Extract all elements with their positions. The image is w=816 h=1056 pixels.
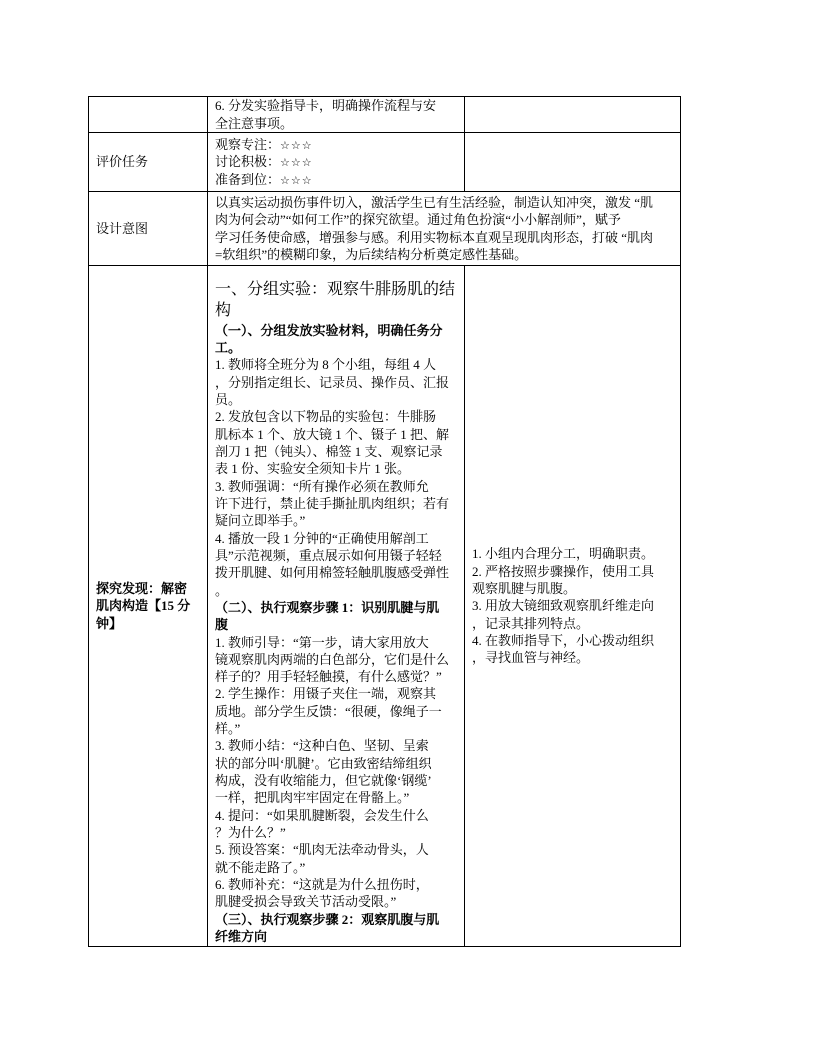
- evaluation-label: 评价任务: [96, 154, 149, 170]
- text-line: 学习任务使命感，增强参与感。利用实物标本直观呈现肌肉形态，打破 “肌肉: [215, 229, 654, 245]
- step-line: 肌标本 1 个、放大镜 1 个、镊子 1 把、解: [215, 426, 450, 442]
- procedure-step: [215, 356, 460, 408]
- step-line: 4. 播放一段 1 分钟的“正确使用解剖工: [215, 530, 429, 546]
- text-line: 以真实运动损伤事件切入，激活学生已有生活经验，制造认知冲突，激发 “肌: [215, 194, 654, 210]
- procedure-step: [215, 408, 460, 477]
- text-line: 全注意事项。: [215, 115, 294, 131]
- subheading-line: （一）、分组发放实验材料，明确任务分: [215, 322, 443, 338]
- design-intent-text: [215, 194, 676, 263]
- step-line: 拨开肌腱、如何用棉签轻触肌腹感受弹性: [215, 565, 450, 581]
- evaluation-label-cell: [89, 133, 208, 192]
- step-line: 状的部分叫‘肌腱’。它由致密结缔组织: [215, 755, 432, 771]
- evaluation-criteria: [215, 136, 460, 188]
- procedure-step: [215, 478, 460, 530]
- step-line: 表 1 份、实验安全须知卡片 1 张。: [215, 461, 411, 477]
- step-line: 3. 教师小结：“这种白色、坚韧、呈索: [215, 738, 429, 754]
- activity-line: ，记录其排列特点。: [472, 615, 590, 631]
- step-line: 一样，把肌肉牢牢固定在骨骼上。”: [215, 790, 410, 806]
- label-line: 探究发现：解密: [96, 581, 188, 596]
- procedure-step: [215, 634, 460, 686]
- student-activity-item: [472, 545, 676, 562]
- label-line: 肌肉构造【15 分: [96, 598, 191, 614]
- evaluation-content-cell: [208, 133, 465, 192]
- experiment-heading: [215, 280, 460, 322]
- heading-line: 一、分组实验：观察牛腓肠肌的结: [215, 281, 456, 298]
- activity-line: 2. 严格按照步骤操作，使用工具: [472, 563, 655, 579]
- criterion-name: 观察专注：: [215, 137, 281, 152]
- distribution-label-cell: [89, 97, 208, 133]
- text-line: 肉为何会动”“如何工作”的探究欲望。通过角色扮演“小小解剖师”，赋予: [215, 212, 621, 228]
- step-line: 样。”: [215, 721, 241, 737]
- activity-line: 3. 用放大镜细致观察肌纤维走向: [472, 598, 655, 614]
- step-line: ？为什么？”: [215, 825, 286, 841]
- step-line: 1. 教师引导：“第一步，请大家用放大: [215, 634, 429, 650]
- inquiry-label-cell: [89, 266, 208, 947]
- inquiry-content-cell: [208, 266, 465, 947]
- step-line: 就不能走路了。”: [215, 859, 306, 875]
- lesson-plan-table: [88, 96, 681, 947]
- distribution-content-cell: [208, 97, 465, 133]
- section-subheading: [215, 322, 460, 357]
- step-line: 4. 提问：“如果肌腱断裂，会发生什么: [215, 807, 429, 823]
- section-subheading: [215, 599, 460, 634]
- activity-line: 4. 在教师指导下，小心拨动组织: [472, 632, 655, 648]
- activity-line: 1. 小组内合理分工，明确职责。: [472, 546, 655, 562]
- procedure-step: [215, 685, 460, 737]
- evaluation-criterion: [215, 153, 460, 170]
- section-subheading: [215, 911, 460, 946]
- step-line: 许下进行，禁止徒手撕扯肌肉组织；若有: [215, 495, 450, 511]
- evaluation-activity-cell: [465, 133, 681, 192]
- student-activity-item: [472, 597, 676, 632]
- subheading-line: 纤维方向: [215, 929, 268, 945]
- subheading-line: 工。: [215, 339, 242, 355]
- evaluation-criterion: [215, 136, 460, 153]
- step-line: 2. 学生操作：用镊子夹住一端，观察其: [215, 686, 437, 702]
- step-line: 剖刀 1 把（钝头）、棉签 1 支、观察记录: [215, 443, 443, 459]
- step-line: 肌腱受损会导致关节活动受限。”: [215, 894, 397, 910]
- step-line: 3. 教师强调：“所有操作必须在教师允: [215, 478, 429, 494]
- procedure-step: [215, 737, 460, 806]
- star-rating-icon: ☆☆☆: [280, 173, 313, 187]
- procedure-step: [215, 841, 460, 876]
- step-line: 构成，没有收缩能力，但它就像‘钢缆’: [215, 773, 432, 789]
- star-rating-icon: ☆☆☆: [280, 139, 313, 152]
- criterion-name: 讨论积极：: [215, 154, 281, 170]
- text-line: =软组织”的模糊印象，为后续结构分析奠定感性基础。: [215, 246, 528, 262]
- student-activity-item: [472, 563, 676, 598]
- heading-line: 构: [215, 301, 232, 319]
- inquiry-activity-cell: [465, 266, 681, 947]
- procedure-sections: [215, 322, 460, 946]
- step-line: 疑问立即举手。”: [215, 513, 306, 529]
- inquiry-label: [96, 580, 203, 632]
- text-line: 6. 分发实验指导卡，明确操作流程与安: [215, 98, 437, 114]
- student-activity-item: [472, 632, 676, 667]
- step-line: 2. 发放包含以下物品的实验包：牛腓肠: [215, 409, 437, 425]
- design-intent-label: 设计意图: [96, 220, 149, 236]
- step-line: 1. 教师将全班分为 8 个小组，每组 4 人: [215, 357, 437, 373]
- procedure-step: [215, 807, 460, 842]
- distribution-activity-cell: [465, 97, 681, 133]
- evaluation-criterion: [215, 171, 460, 188]
- label-line: 钟】: [96, 615, 123, 631]
- activity-line: 观察肌腱与肌腹。: [472, 581, 577, 596]
- subheading-line: （三）、执行观察步骤 2：观察肌腹与肌: [215, 911, 440, 927]
- step-line: 样子的？用手轻轻触摸，有什么感觉？”: [215, 669, 442, 685]
- procedure-step: [215, 876, 460, 911]
- step-line: 。: [215, 582, 229, 598]
- step-line: 5. 预设答案：“肌肉无法牵动骨头，人: [215, 842, 429, 858]
- step-line: 镜观察肌肉两端的白色部分，它们是什么: [215, 651, 450, 667]
- step-line: 6. 教师补充：“这就是为什么扭伤时，: [215, 877, 429, 893]
- star-rating-icon: ☆☆☆: [280, 156, 313, 170]
- design-intent-label-cell: [89, 192, 208, 266]
- step-line: 具”示范视频，重点展示如何用镊子轻轻: [215, 547, 442, 563]
- design-intent-content-cell: [208, 192, 681, 266]
- step-line: 员。: [215, 391, 242, 407]
- distribution-text: [215, 97, 460, 132]
- step-line: 质地。部分学生反馈：“很硬，像绳子一: [215, 703, 442, 719]
- subheading-line: （二）、执行观察步骤 1：识别肌腱与肌: [215, 599, 440, 615]
- activity-line: ，寻找血管与神经。: [472, 650, 590, 666]
- step-line: ，分别指定组长、记录员、操作员、汇报: [215, 374, 450, 390]
- student-activities: [472, 545, 676, 666]
- subheading-line: 腹: [215, 617, 229, 633]
- criterion-name: 准备到位：: [215, 171, 281, 187]
- procedure-step: [215, 530, 460, 599]
